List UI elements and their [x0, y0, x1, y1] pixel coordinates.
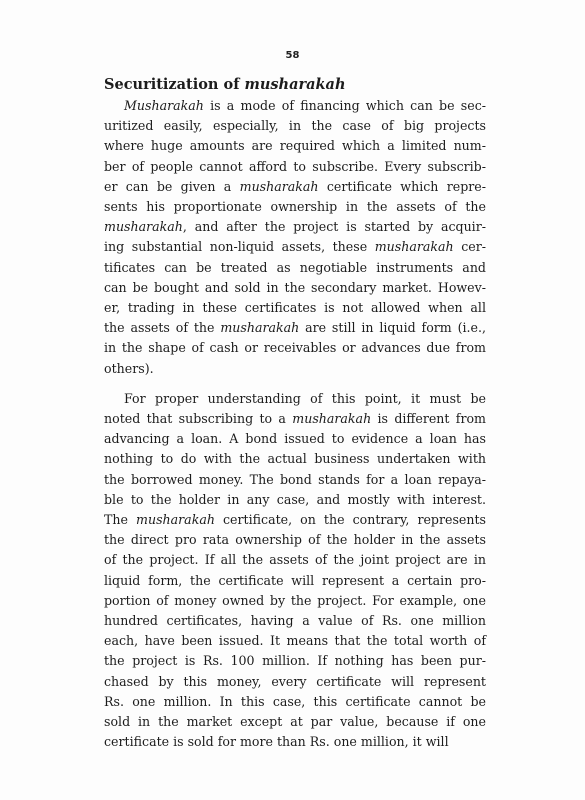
text-run: the assets of the	[104, 320, 221, 336]
italic-term: musharakah	[220, 320, 300, 336]
text-run: can be bought and sold in the secondary market. Howev-	[104, 279, 486, 295]
text-run: hundred certificates, having a value of Rs. one million	[104, 613, 486, 629]
paragraph-securitization-intro	[104, 96, 486, 379]
text-line	[104, 571, 486, 591]
text-run: advancing a loan. A bond issued to evidence a loan has	[104, 431, 486, 447]
text-run: is different from	[371, 411, 487, 427]
text-line	[104, 96, 486, 116]
text-line	[104, 510, 486, 530]
text-run: portion of money owned by the project. For example, one	[104, 592, 486, 608]
text-run: each, have been issued. It means that the total worth of	[104, 633, 486, 649]
paragraph-bond-vs-certificate	[104, 389, 486, 753]
italic-term: musharakah	[104, 219, 183, 235]
text-line	[104, 157, 486, 177]
text-line	[104, 116, 486, 136]
text-line	[104, 389, 486, 409]
text-run: certificate which repre-	[318, 178, 486, 194]
text-line	[104, 429, 486, 449]
text-run: the borrowed money. The bond stands for a loan repaya-	[104, 471, 486, 487]
page-body	[104, 74, 486, 753]
section-heading	[104, 74, 486, 96]
text-run: er, trading in these certificates is not allowed when all	[104, 300, 486, 316]
text-line	[104, 470, 486, 490]
text-run: where huge amounts are required which a limited num-	[104, 138, 486, 154]
text-run: the project is Rs. 100 million. If nothing has been pur-	[104, 653, 486, 669]
text-run: For proper understanding of this point, it must be	[124, 390, 486, 406]
text-line	[104, 298, 486, 318]
text-run: The	[104, 512, 137, 528]
text-line	[104, 692, 486, 712]
text-run: sold in the market except at par value, because if one	[104, 714, 486, 730]
text-line	[104, 732, 486, 752]
text-run: chased by this money, every certificate will represent	[104, 673, 486, 689]
text-run: tificates can be treated as negotiable instruments and	[104, 259, 486, 275]
text-line	[104, 359, 486, 379]
italic-term: musharakah	[136, 512, 215, 528]
text-run: ble to the holder in any case, and mostly with interest.	[104, 491, 486, 507]
text-run: ber of people cannot afford to subscribe. Every subscrib-	[104, 158, 486, 174]
text-run: of the project. If all the assets of the joint project are in	[104, 552, 486, 568]
text-run: Rs. one million. In this case, this certificate cannot be	[104, 693, 486, 709]
text-run: certificate, on the contrary, represents	[214, 512, 486, 528]
section-heading-text: Securitization of	[104, 76, 245, 93]
text-run: sents his proportionate ownership in the assets of the	[104, 199, 486, 215]
text-line	[104, 591, 486, 611]
text-line	[104, 278, 486, 298]
text-run: certificate is sold for more than Rs. one million, it will	[104, 734, 449, 750]
text-run: in the shape of cash or receivables or advances due from	[104, 340, 486, 356]
text-line	[104, 217, 486, 237]
text-line	[104, 177, 486, 197]
text-run: cer-	[453, 239, 486, 255]
text-line	[104, 409, 486, 429]
text-line	[104, 672, 486, 692]
text-run: , and after the project is started by acquir-	[182, 219, 486, 235]
text-run: ing substantial non-liquid assets, these	[104, 239, 375, 255]
text-run: er can be given a	[104, 178, 240, 194]
text-line	[104, 197, 486, 217]
page-number: 58	[285, 50, 300, 61]
italic-term: musharakah	[239, 178, 319, 194]
text-line	[104, 712, 486, 732]
section-heading-term: musharakah	[244, 76, 346, 93]
text-line	[104, 490, 486, 510]
text-line	[104, 631, 486, 651]
text-run: liquid form, the certificate will represent a certain pro-	[104, 572, 486, 588]
text-line	[104, 258, 486, 278]
text-line	[104, 651, 486, 671]
text-line	[104, 338, 486, 358]
text-line	[104, 611, 486, 631]
text-line	[104, 550, 486, 570]
text-run: the direct pro rata ownership of the holder in the assets	[104, 532, 486, 548]
italic-term: musharakah	[292, 411, 372, 427]
text-run: nothing to do with the actual business undertaken with	[104, 451, 486, 467]
text-line	[104, 449, 486, 469]
text-line	[104, 530, 486, 550]
text-line	[104, 136, 486, 156]
text-run: are still in liquid form (i.e.,	[299, 320, 486, 336]
text-run: uritized easily, especially, in the case of big projects	[104, 118, 486, 134]
italic-term: musharakah	[374, 239, 454, 255]
italic-term: Musharakah	[124, 98, 204, 113]
text-line	[104, 237, 486, 257]
text-run: noted that subscribing to a	[104, 411, 293, 427]
text-line	[104, 318, 486, 338]
text-run: others).	[104, 360, 154, 376]
text-run: is a mode of financing which can be sec-	[203, 98, 486, 113]
